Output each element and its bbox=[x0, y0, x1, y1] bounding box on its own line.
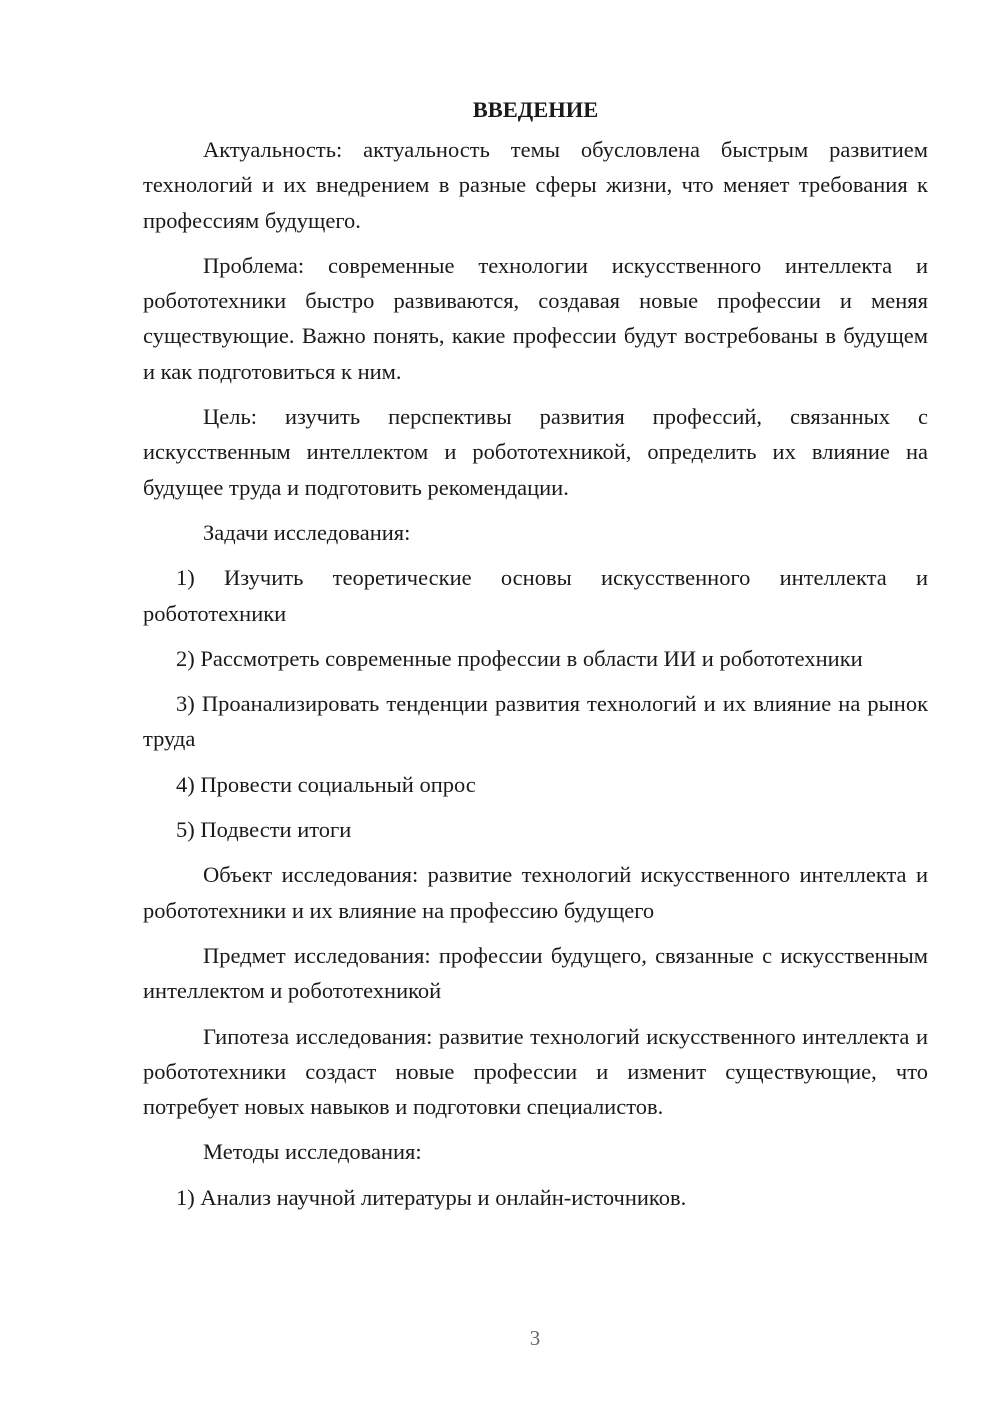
task-item: 4) Провести социальный опрос bbox=[176, 771, 476, 797]
tasks-heading: Задачи исследования: bbox=[203, 519, 411, 545]
section-title: ВВЕДЕНИЕ bbox=[472, 97, 599, 122]
problem-paragraph: Проблема: современные технологии искусственного интеллекта и робототехники быстро развиваются, создавая новые профессии и меняя существующие. Важно понять, какие профессии будут востребованы в будущем и как подготовиться к ним. bbox=[143, 252, 928, 384]
relevance-paragraph: Актуальность: актуальность темы обусловлена быстрым развитием технологий и их внедрением в разные сферы жизни, что меняет требования к профессиям будущего. bbox=[143, 137, 928, 233]
document-page bbox=[143, 92, 928, 1225]
task-item: 5) Подвести итоги bbox=[176, 817, 352, 843]
methods-heading: Методы исследования: bbox=[203, 1139, 422, 1165]
subject-paragraph: Предмет исследования: профессии будущего, связанные с искусственным интеллектом и робототехникой bbox=[143, 942, 928, 1004]
hypothesis-paragraph: Гипотеза исследования: развитие технологий искусственного интеллекта и робототехники создаст новые профессии и изменит существующие, что потребует новых навыков и подготовки специалистов. bbox=[143, 1023, 928, 1120]
page-number: 3 bbox=[529, 1326, 541, 1350]
object-paragraph: Объект исследования: развитие технологий искусственного интеллекта и робототехники и их влияние на профессию будущего bbox=[143, 862, 928, 923]
task-item: 3) Проанализировать тенденции развития технологий и их влияние на рынок труда bbox=[143, 691, 928, 752]
task-item: 1) Изучить теоретические основы искусственного интеллекта и робототехники bbox=[143, 565, 928, 626]
task-item: 2) Рассмотреть современные профессии в области ИИ и робототехники bbox=[176, 645, 863, 671]
goal-paragraph: Цель: изучить перспективы развития профессий, связанных с искусственным интеллектом и робототехникой, определить их влияние на будущее труда и подготовить рекомендации. bbox=[143, 404, 928, 500]
method-item: 1) Анализ научной литературы и онлайн-источников. bbox=[176, 1184, 687, 1210]
